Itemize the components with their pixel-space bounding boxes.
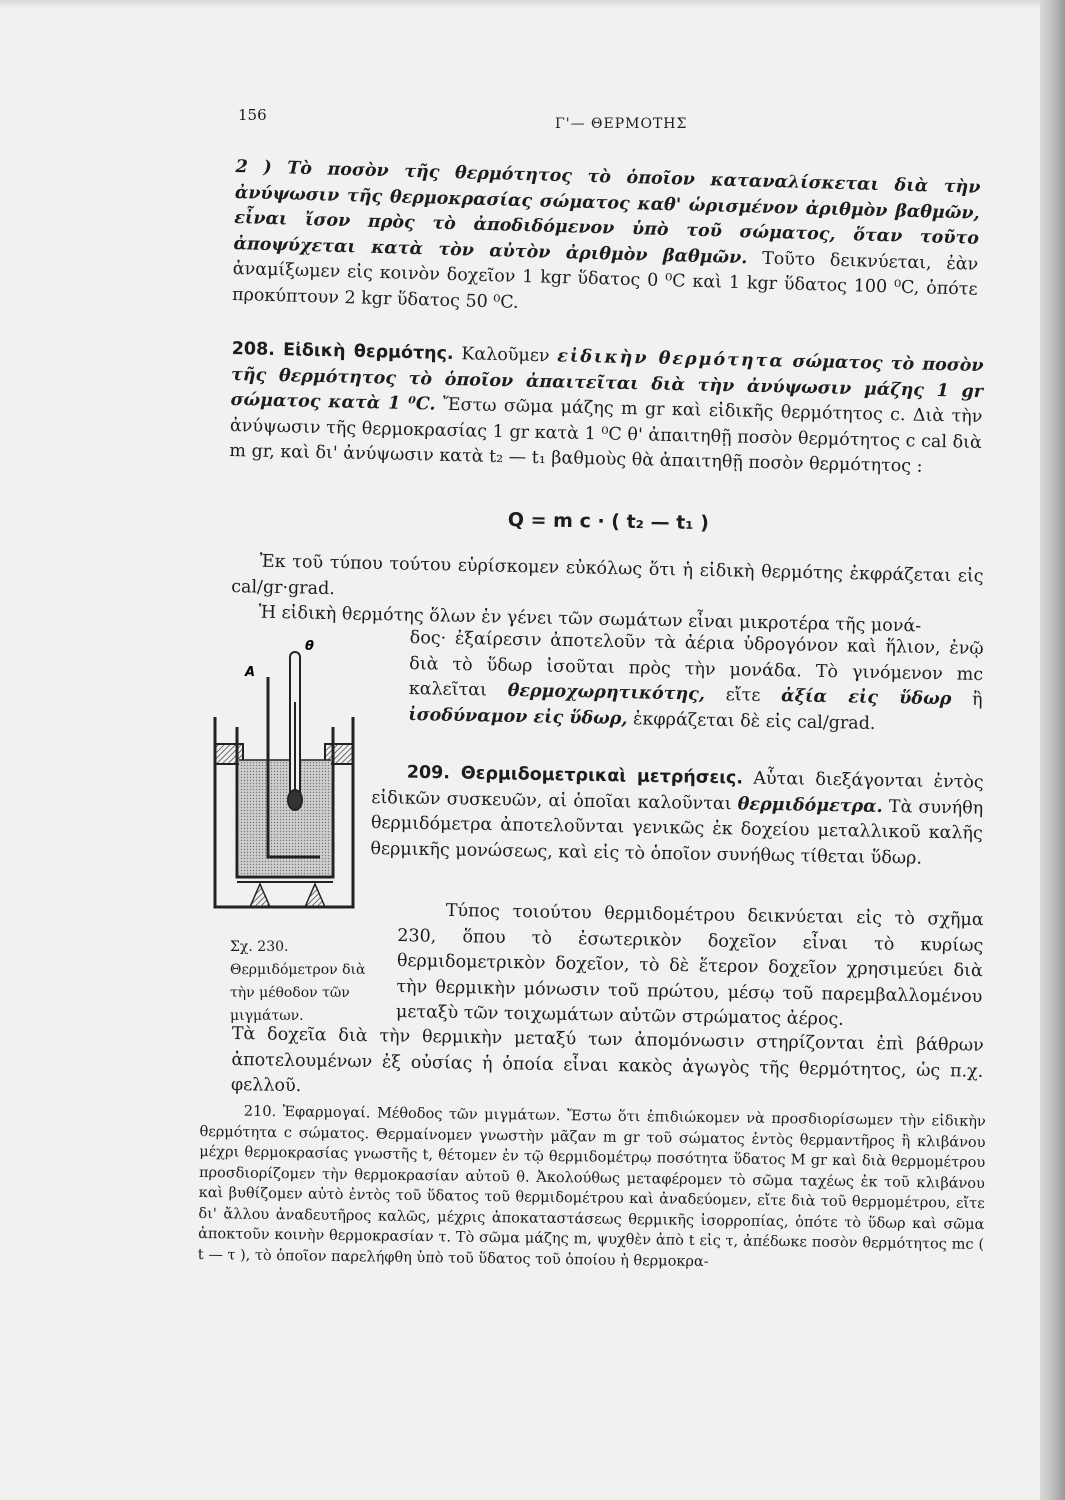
page-number: 156 (238, 106, 267, 124)
section-209-heading: 209. Θερμιδομετρικαὶ μετρήσεις. (406, 762, 744, 789)
figure-caption: Σχ. 230. Θερμιδόμετρον διὰ τὴν μέθοδον τῶν μιγμάτων. (230, 939, 366, 1024)
term-water-value: ἀξία εἰς ὕδωρ (780, 686, 952, 710)
term-heat-capacity: θερμοχωρητικότης, (507, 680, 706, 705)
section-209-para2: Τύπος τοιούτου θερμιδομέτρου δεικνύεται εἰς τὸ σχῆμα 230, ὅπου τὸ ἐσωτερικὸν δοχεῖον εἶναι τὸ κυρίως θερμιδομετρικὸν δοχεῖον, τὸ δὲ ἕτερον δοχεῖον χρησιμεύει διὰ τὴν θερμικὴν μόνωσιν τοῦ πρώτου, μέσῳ τοῦ παρεμβαλλομένου μεταξὺ τῶν τοιχωμάτων αὐτῶν στρώματος ἀέρος. (395, 900, 984, 1030)
section-209-body-start: Αὗται διεξάγονται ἐντὸς εἰδικῶν συσκευῶν, αἱ ὁποῖαι καλοῦνται (371, 768, 984, 814)
label-theta: θ (305, 639, 314, 654)
section-2-rest: Τοῦτο δεικνύεται, ἐὰν ἀναμίξωμεν εἰς κοινὸν δοχεῖον 1 kgr ὕδατος 0 ⁰C καὶ 1 kgr ὕδατος 100 ⁰C, ὁπότε προκύπτουν 2 kgr ὕδατος 50 ⁰C. (231, 248, 979, 313)
para2-mid-text: εἴτε (725, 685, 761, 706)
section-2-paragraph (232, 155, 981, 329)
after-formula-text: Ἐκ τοῦ τύπου τούτου εὑρίσκομεν εὐκόλως ὅτι ἡ εἰδικὴ θερμότης ἐκφράζεται εἰς cal/gr·grad. (231, 551, 984, 599)
calorimeter-diagram (195, 632, 375, 922)
section-2-lead: 2 ) Τὸ ποσὸν τῆς θερμότητος τὸ ὁποῖον καταναλίσκεται διὰ τὴν ἀνύψωσιν τῆς θερμοκρασίας σώματος καθ' ὡρισμένον ἀριθμὸν βαθμῶν, εἶναι ἴσον πρὸς τὸ ἀποδιδόμενον ὑπὸ τοῦ σώματος, ὅταν τοῦτο ἀποψύχεται κατὰ τὸν αὐτὸν ἀριθμὸν βαθμῶν. (233, 156, 981, 268)
specific-heat-formula: Q = m c · ( t₂ — t₁ ) (507, 509, 710, 535)
section-208-heading: 208. Εἰδικὴ θερμότης. (231, 338, 454, 365)
section-210-body: Ἔστω ὅτι ἐπιδιώκομεν νὰ προσδιορίσωμεν τὴν εἰδικὴν θερμότητα c σώματος. Θερμαίνομεν γνωστὴν μᾶζαν m gr τοῦ σώματος ἐντὸς θερμαντῆρος ἢ κλιβάνου μέχρι θερμοκρασίας γνωστῆς t, θέτομεν ἐν τῷ θερμιδομέτρῳ ποσότητα ὕδατος M gr καὶ διὰ θερμομέτρου προσδιορίζομεν τὴν θερμοκρασίαν αὐτοῦ θ. Ἀκολούθως μεταφέρομεν τὸ σῶμα ταχέως ἐκ τοῦ κλιβάνου καὶ βυθίζομεν αὐτὸ ἐντὸς τοῦ ὕδατος τοῦ θερμιδομέτρου καὶ ἀναδεύομεν, εἴτε διὰ τοῦ θερμομέτρου, εἴτε δι' ἄλλου ἀναδευτῆρος καλῶς, μέχρις ἀποκαταστάσεως θερμικῆς ἰσορροπίας, ὁπότε τὸ ὕδωρ καὶ σῶμα ἀποκτοῦν κοινὴν θερμοκρασίαν τ. Τὸ σῶμα μάζης m, ψυχθὲν ἀπὸ t εἰς τ, ἀπέδωκε ποσὸν θερμότητος mc ( t — τ ), τὸ ὁποῖον παρελήφθη ὑπὸ τοῦ ὕδατος τοῦ ὁποίου ἡ θερμοκρα- (197, 1108, 986, 1270)
running-head: Γ'— ΘΕΡΜΟΤΗΣ (555, 116, 688, 132)
section-209-body-rest: Τὰ συνήθη θερμιδόμετρα ἀποτελοῦνται γενικῶς ἐκ δοχείου μεταλλικοῦ καλῆς θερμικῆς μονώσεως, καὶ εἰς τὸ ὁποῖον συνήθως τίθεται ὕδωρ. (370, 796, 984, 869)
section-208-after-formula (230, 549, 983, 641)
para2-or-text: ἢ (971, 689, 983, 711)
term-calorimeters: θερμιδόμετρα. (737, 793, 883, 817)
section-209-paragraph (370, 760, 984, 873)
section-208-intro: Καλοῦμεν (461, 344, 550, 367)
cork-support-right (305, 884, 325, 907)
label-a: A (245, 665, 256, 680)
section-208-para2-continued (408, 626, 984, 739)
page-right-edge (1040, 0, 1065, 1500)
section-209-para2-end: Τὰ δοχεῖα διὰ τὴν θερμικὴν μεταξύ των ἀπομόνωσιν στηρίζονται ἐπὶ βάθρων ἀποτελουμένων ἐξ οὐσίας ἡ ὁποία εἶναι κακὸς ἀγωγὸς τῆς θερμότητος, ὡς π.χ. φελλοῦ. (230, 1023, 984, 1097)
para2-end-text: ἐκφράζεται δὲ εἰς cal/grad. (632, 708, 876, 734)
para2-cont-text: δος· ἐξαίρεσιν ἀποτελοῦν τὰ ἀέρια ὑδρογόνον καὶ ἥλιον, ἐνῷ διὰ τὸ ὕδωρ ἰσοῦται πρὸς τὴν μονάδα. Τὸ γινόμενον mc καλεῖται (408, 627, 984, 701)
section-208-paragraph (229, 337, 984, 482)
figure-calorimeter (195, 632, 375, 926)
para2-start-text: Ἡ εἰδικὴ θερμότης ὅλων ἐν γένει τῶν σωμάτων εἶναι μικροτέρα τῆς μονά- (258, 602, 922, 637)
thermometer-bulb (288, 790, 302, 810)
insulating-ring-left (215, 744, 243, 764)
section-208-body: Ἔστω σῶμα μάζης m gr καὶ εἰδικῆς θερμότητος c. Διὰ τὴν ἀνύψωσιν τῆς θερμοκρασίας 1 gr κατὰ 1 ⁰C θ' ἀπαιτηθῇ ποσὸν θερμότητος c cal διὰ m gr, καὶ δι' ἀνύψωσιν κατὰ t₂ — t₁ βαθμοὺς θὰ ἀπαιτηθῇ ποσὸν θερμότητος : (229, 394, 983, 477)
page-top-edge (0, 0, 1040, 8)
section-208-term: εἰδικὴν θερμότητα (557, 346, 786, 372)
section-210-paragraph (198, 1101, 986, 1276)
cork-support-left (250, 884, 270, 907)
term-water-equivalent: ἰσοδύναμον εἰς ὕδωρ, (408, 704, 628, 729)
section-208-definition: σώματος τὸ ποσὸν τῆς θερμότητος τὸ ὁποῖον ἀπαιτεῖται διὰ τὴν ἀνύψωσιν μάζης 1 gr σώματος κατὰ 1 ⁰C. (230, 351, 984, 415)
section-210-heading: 210. Ἐφαρμογαί. Μέθοδος τῶν μιγμάτων. (243, 1103, 561, 1125)
